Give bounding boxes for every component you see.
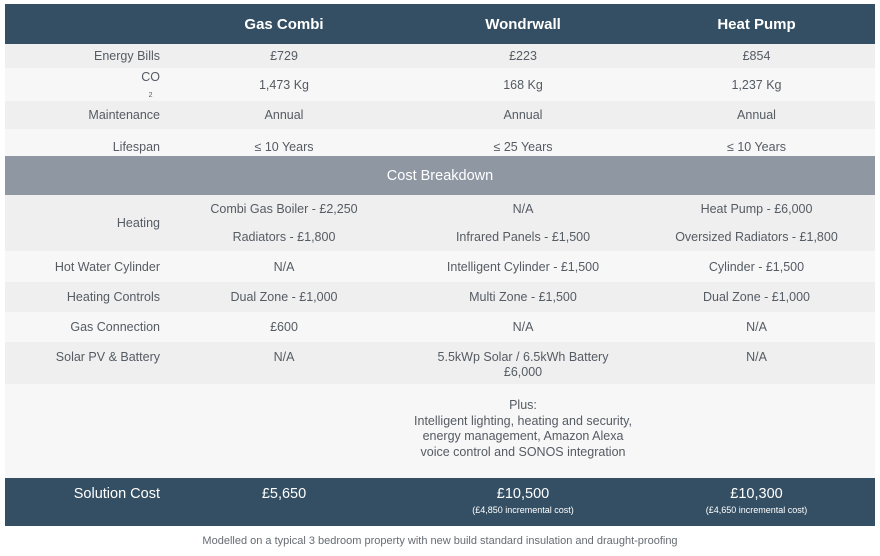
cell-line: £6,000 (503, 365, 543, 379)
co2-label-sub: 2 (148, 92, 153, 99)
table-cell: ≤ 10 Years (254, 139, 314, 154)
table-cell: Annual (264, 108, 304, 122)
row-label: Energy Bills (94, 49, 160, 63)
row-label: Hot Water Cylinder (54, 259, 160, 274)
table-cell: Dual Zone - £1,000 (230, 290, 338, 304)
table-cell: £600 (270, 320, 298, 334)
row-label: Lifespan (112, 139, 160, 154)
table-row-heating-controls (5, 282, 875, 312)
total-cell (638, 478, 875, 526)
table-cell: N/A (512, 320, 534, 334)
total-note: (£4,650 incremental cost) (705, 505, 808, 515)
total-note: (£4,850 incremental cost) (472, 505, 574, 515)
table-cell: ≤ 25 Years (493, 139, 553, 154)
table-row-heating (5, 195, 875, 251)
cell-line: Infrared Panels - £1,500 (455, 230, 591, 244)
footnote: Modelled on a typical 3 bedroom property with new build standard insulation and draught-proofing (202, 535, 678, 547)
table-cell: N/A (273, 350, 295, 364)
co2-label-main: CO (141, 70, 160, 84)
table-row-solar-pv-battery (5, 342, 875, 384)
table-cell: Dual Zone - £1,000 (702, 290, 810, 304)
table-cell: N/A (273, 259, 295, 274)
plus-title: Plus: (509, 398, 537, 412)
table-cell-empty (638, 384, 875, 478)
table-row-maintenance (5, 101, 875, 129)
header-gas-combi: Gas Combi (244, 15, 324, 33)
total-cell (408, 478, 638, 526)
table-cell (160, 195, 408, 251)
table-cell: Cylinder - £1,500 (708, 259, 805, 274)
table-cell: Annual (737, 108, 776, 122)
table-cell: N/A (746, 350, 767, 364)
plus-line: voice control and SONOS integration (420, 444, 626, 459)
header-empty (5, 4, 160, 44)
total-cell (160, 478, 408, 526)
section-cost-breakdown: Cost Breakdown (5, 156, 875, 195)
row-label: Gas Connection (70, 320, 160, 334)
plus-features (408, 384, 638, 478)
table-cell: 1,473 Kg (258, 77, 310, 92)
row-label (5, 478, 160, 526)
plus-line: Intelligent lighting, heating and security, (414, 413, 632, 428)
cell-line: Heat Pump - £6,000 (700, 202, 813, 216)
cell-line: 5.5kWp Solar / 6.5kWh Battery (437, 350, 609, 364)
row-label: Heating (116, 216, 160, 230)
table-row-co2 (5, 68, 875, 101)
cell-line: Oversized Radiators - £1,800 (675, 230, 838, 244)
total-label: Solution Cost (73, 486, 160, 502)
table-cell: 168 Kg (503, 77, 543, 92)
table-cell: ≤ 10 Years (727, 139, 786, 154)
table-cell: £854 (742, 49, 771, 63)
table-cell: £223 (509, 49, 537, 63)
cell-line: Combi Gas Boiler - £2,250 (210, 202, 358, 216)
total-value: £10,300 (730, 486, 783, 502)
table-row-lifespan (5, 129, 875, 156)
table-row-gas-connection (5, 312, 875, 342)
table-cell-empty (160, 384, 408, 478)
header-heat-pump: Heat Pump (717, 15, 796, 33)
table-cell (408, 350, 638, 380)
row-label-empty (5, 384, 160, 478)
row-label (5, 68, 160, 101)
row-label: Maintenance (88, 108, 160, 122)
table-row-plus (5, 384, 875, 478)
plus-line: energy management, Amazon Alexa (422, 429, 624, 443)
cell-line: Radiators - £1,800 (232, 230, 336, 244)
header-wondrwall: Wondrwall (485, 15, 561, 33)
table-cell (638, 195, 875, 251)
table-cell: £729 (270, 49, 298, 63)
table-row-solution-cost (5, 478, 875, 526)
total-value: £5,650 (261, 486, 307, 502)
row-label: Heating Controls (66, 290, 160, 304)
table-cell: N/A (746, 320, 767, 334)
table-cell: 1,237 Kg (731, 77, 782, 92)
table-cell: Intelligent Cylinder - £1,500 (446, 259, 600, 274)
table-row-hot-water-cylinder (5, 251, 875, 282)
total-value: £10,500 (496, 486, 550, 502)
table-cell (408, 195, 638, 251)
row-label: Solar PV & Battery (55, 350, 160, 364)
table-cell: Annual (503, 108, 543, 122)
comparison-table (5, 4, 875, 526)
table-cell: Multi Zone - £1,500 (469, 290, 577, 304)
table-row-energy-bills (5, 44, 875, 68)
cell-line: N/A (512, 202, 534, 216)
table-header (5, 4, 875, 44)
